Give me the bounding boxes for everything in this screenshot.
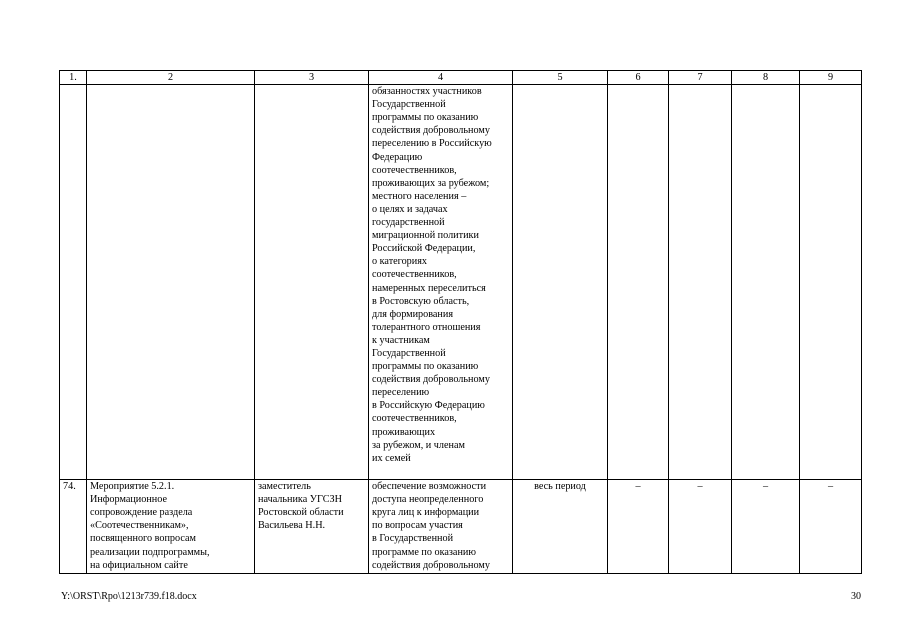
text-line: программы по оказанию [372,361,479,373]
event-description-cell [87,480,255,574]
text-line: программы по оказанию [372,112,479,124]
header-cell-7: 7 [669,71,732,85]
text-line: обеспечение возможности [372,481,487,493]
text-line: переселению [372,387,430,399]
text-line: содействия добровольному [372,374,490,386]
text-line: Федерацию [372,151,423,163]
text-line: миграционной политики [372,230,479,242]
text-line: местного населения – [372,190,467,202]
text-line: Ростовской области [258,507,344,519]
text-line: соотечественников, [372,413,457,425]
text-line: переселению в Российскую [372,138,492,150]
text-line: Государственной [372,99,446,111]
col9-cell: – [800,480,862,574]
cont-cell-5 [513,85,608,480]
col8-cell: – [732,480,800,574]
text-line: сопровождение раздела [90,507,193,519]
text-line: государственной [372,217,445,229]
text-line: обязанностях участников [372,86,482,98]
col7-cell: – [669,480,732,574]
text-line: соотечественников, [372,269,457,281]
header-cell-1: 1. [60,71,87,85]
text-line: соотечественников, [372,164,457,176]
text-line: за рубежом, и членам [372,439,465,451]
text-line: содействия добровольному [372,125,490,137]
text-line: Государственной [372,347,446,359]
text-line: толерантного отношения [372,321,481,333]
cont-cell-7 [669,85,732,480]
text-line: на официальном сайте [90,559,188,571]
text-line: их семей [372,452,411,464]
header-cell-9: 9 [800,71,862,85]
expected-result-cell [369,480,513,574]
text-line: содействия добровольному [372,559,490,571]
col6-cell: – [608,480,669,574]
text-line: реализации подпрограммы, [90,546,210,558]
cont-cell-9 [800,85,862,480]
header-cell-2: 2 [87,71,255,85]
text-line: «Соотечественникам», [90,520,189,532]
header-cell-8: 8 [732,71,800,85]
period-cell: весь период [513,480,608,574]
text-line: к участникам [372,334,430,346]
table-row-74 [60,480,862,574]
text-line: проживающих [372,426,436,438]
text-line: посвященного вопросам [90,533,196,545]
text-line: заместитель [258,481,311,493]
text-line: о целях и задачах [372,203,448,215]
cont-cell-1 [60,85,87,480]
responsible-person-cell [255,480,369,574]
text-line: о категориях [372,256,428,268]
cont-cell-6 [608,85,669,480]
text-line: круга лиц к информации [372,507,480,519]
text-line: намеренных переселиться [372,282,486,294]
header-cell-5: 5 [513,71,608,85]
text-line: Информационное [90,494,167,506]
cont-cell-8 [732,85,800,480]
header-cell-3: 3 [255,71,369,85]
cont-cell-2 [87,85,255,480]
footer-file-path: Y:\ORST\Rpo\1213r739.f18.docx [61,591,197,602]
text-line: доступа неопределенного [372,494,484,506]
text-line: Мероприятие 5.2.1. [90,481,175,493]
text-line: в Российскую Федерацию [372,400,485,412]
cont-cell-4 [369,85,513,480]
text-line: проживающих за рубежом; [372,177,490,189]
page-number: 30 [851,591,861,602]
text-line: в Ростовскую область, [372,295,470,307]
text-line: Васильева Н.Н. [258,520,326,532]
text-line: в Государственной [372,533,454,545]
text-line: по вопросам участия [372,520,463,532]
document-table [59,70,862,574]
row-number: 74. [60,480,87,574]
header-cell-6: 6 [608,71,669,85]
continuation-row [60,85,862,480]
header-row [60,71,862,85]
text-line: для формирования [372,308,454,320]
header-cell-4: 4 [369,71,513,85]
cont-cell-3 [255,85,369,480]
text-line: Российской Федерации, [372,243,476,255]
text-line: начальника УГСЗН [258,494,343,506]
text-line: программе по оказанию [372,546,476,558]
